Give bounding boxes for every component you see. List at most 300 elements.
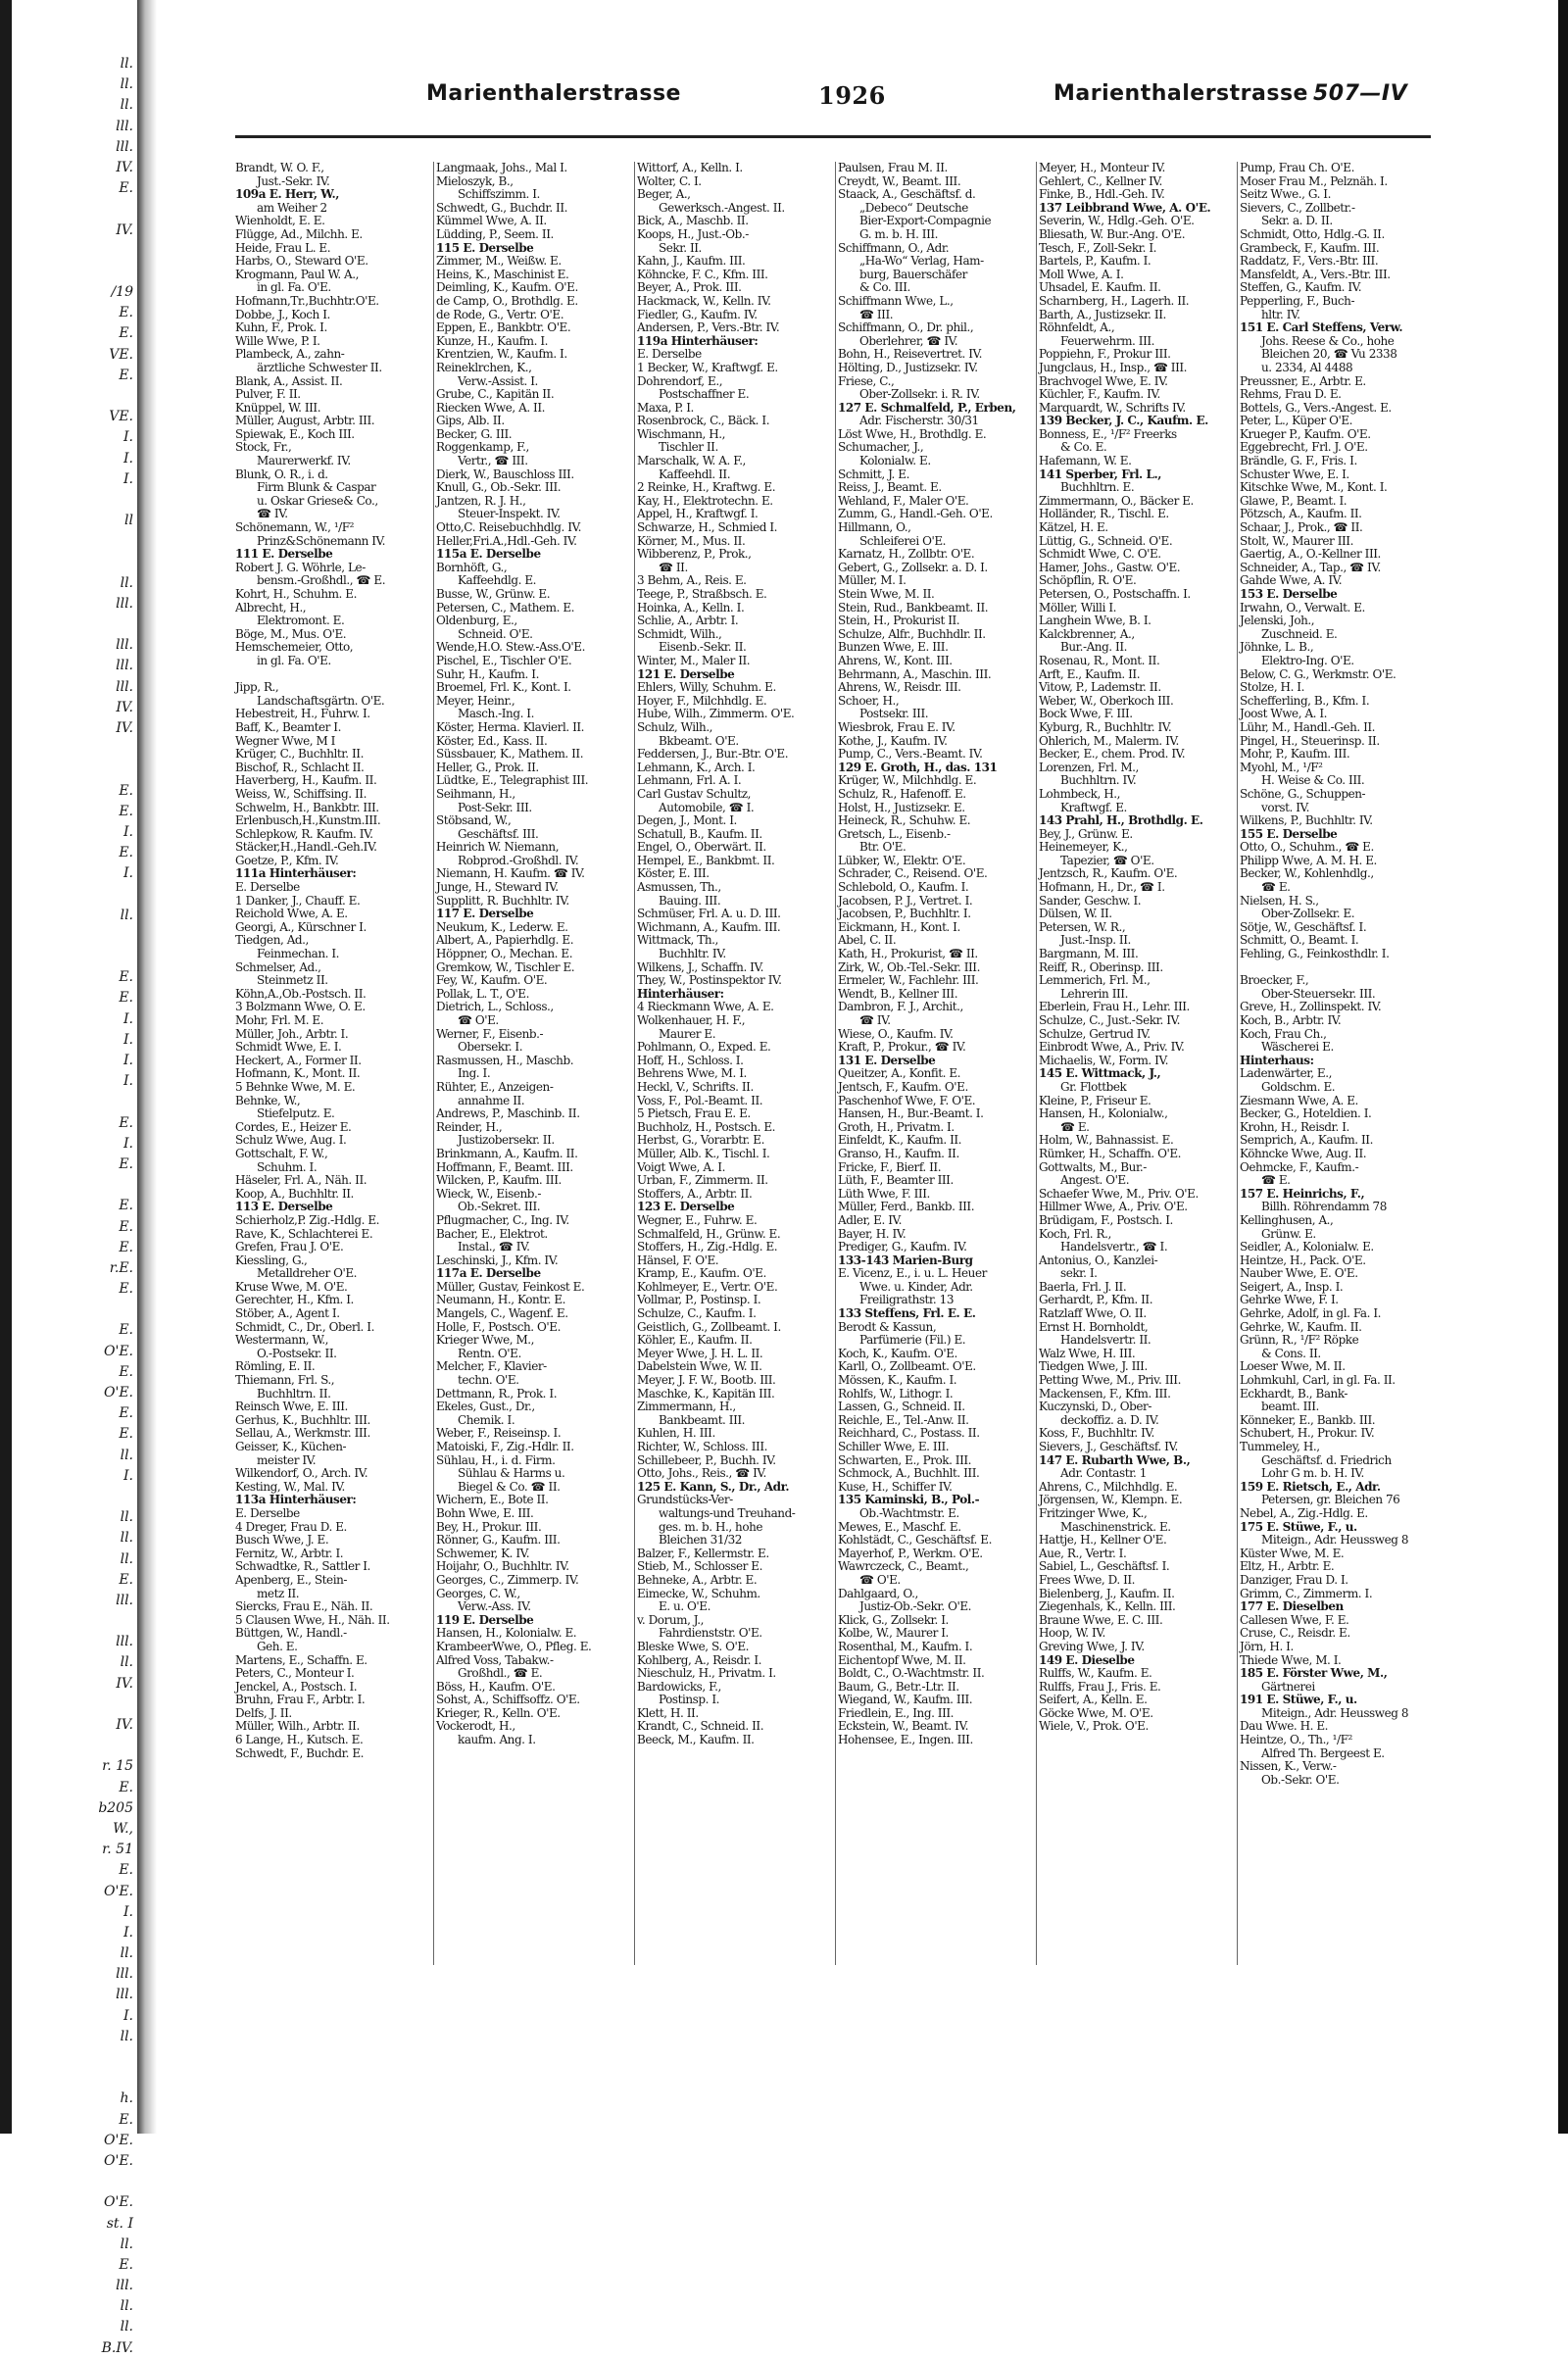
resident-entry: Wittorf, A., Kelln. I.: [637, 161, 743, 174]
prev-page-line: ll.: [120, 2298, 133, 2315]
resident-entry: Tiedgen Wwe, J. III.: [1039, 1359, 1148, 1374]
resident-entry: Spiewak, E., Koch III.: [235, 426, 355, 441]
resident-entry: Thiemann, Frl. S.,: [235, 1373, 335, 1388]
resident-entry: E. Vicenz, E., i. u. L. Heuer: [838, 1266, 987, 1281]
resident-entry: Wittmack, Th.,: [637, 933, 718, 948]
resident-entry: Ob.-Sekr. O'E.: [1261, 1772, 1340, 1787]
directory-column-2: [436, 162, 632, 1747]
resident-entry: Mangels, C., Wagenf. E.: [436, 1306, 568, 1321]
resident-entry: Krieger, R., Kelln. O'E.: [436, 1705, 561, 1720]
resident-entry: Sabiel, L., Geschäftsf. I.: [1039, 1559, 1170, 1574]
resident-entry: Schwarten, E., Prok. III.: [838, 1452, 972, 1467]
resident-entry: 4 Dreger, Frau D. E.: [235, 1519, 347, 1534]
resident-entry: Gerhardt, P., Kfm. II.: [1039, 1293, 1153, 1307]
resident-entry: Ratzlaff Wwe, O. II.: [1039, 1306, 1147, 1321]
prev-page-line: lll.: [116, 658, 133, 674]
house-number-entry: 147 E. Rubarth Wwe, B.,: [1039, 1452, 1191, 1467]
resident-entry: Otto, Johs., Reis., ☎ IV.: [637, 1466, 766, 1481]
resident-entry: Böss, H., Kaufm. O'E.: [436, 1679, 556, 1694]
resident-entry: Feddersen, J., Bur.-Btr. O'E.: [637, 747, 789, 762]
resident-entry: Tapezier, ☎ O'E.: [1060, 853, 1154, 867]
resident-entry: Paulsen, Frau M. II.: [838, 161, 948, 174]
resident-entry: Klick, G., Zollsekr. I.: [838, 1612, 949, 1627]
resident-entry: Ob.-Wachtmstr. E.: [859, 1505, 959, 1520]
resident-entry: Parfümerie (Fil.) E.: [859, 1333, 966, 1348]
resident-entry: Greving Wwe, J. IV.: [1039, 1639, 1145, 1653]
resident-entry: Friese, C.,: [838, 373, 895, 388]
resident-entry: Schiller Wwe, E. III.: [838, 1440, 950, 1453]
resident-entry: Wawrczeck, C., Beamt.,: [838, 1559, 969, 1574]
resident-entry: Schaefer Wwe, M., Priv. O'E.: [1039, 1186, 1199, 1201]
resident-entry: in gl. Fa. O'E.: [257, 280, 331, 295]
resident-entry: Grimm, C., Zimmerm. I.: [1240, 1586, 1373, 1600]
resident-entry: Sühlau & Harms u.: [458, 1466, 565, 1481]
resident-entry: Kohlberg, A., Reisdr. I.: [637, 1652, 761, 1667]
resident-entry: Matoiski, F., Zig.-Hdlr. II.: [436, 1440, 574, 1453]
resident-entry: Weber, W., Oberkoch III.: [1039, 693, 1174, 708]
resident-entry: Koop, A., Buchhltr. II.: [235, 1186, 354, 1201]
prev-page-line: ll.: [120, 1530, 133, 1547]
resident-entry: Handelsvertr. II.: [1060, 1333, 1152, 1348]
prev-page-line: ll.: [120, 1550, 133, 1567]
resident-entry: ☎ E.: [1261, 880, 1291, 895]
resident-entry: Bauing. III.: [659, 893, 721, 908]
resident-entry: Bock Wwe, F. III.: [1039, 707, 1133, 721]
resident-entry: Kramp, E., Kaufm. O'E.: [637, 1266, 766, 1281]
resident-entry: Köster, Herma. Klavierl. II.: [436, 719, 585, 734]
resident-entry: Becker, G., Hoteldien. I.: [1240, 1106, 1372, 1121]
resident-entry: Schiffmann, O., Dr. phil.,: [838, 320, 974, 335]
resident-entry: 3 Behm, A., Reis. E.: [637, 573, 747, 588]
prev-page-line: I.: [123, 1031, 133, 1048]
prev-page-line: lll.: [116, 1966, 133, 1983]
resident-entry: Bleske Wwe, S. O'E.: [637, 1639, 750, 1653]
resident-entry: ☎ O'E.: [859, 1572, 901, 1587]
resident-entry: Langhein Wwe, B. I.: [1039, 614, 1152, 628]
resident-entry: G. m. b. H. III.: [859, 226, 939, 241]
resident-entry: Georgi, A., Kürschner I.: [235, 919, 367, 934]
resident-entry: Höppner, O., Mechan. E.: [436, 947, 573, 961]
scan-right-edge: [1558, 0, 1568, 2134]
house-number-entry: 177 E. Dieselben: [1240, 1599, 1344, 1614]
prev-page-line: [12, 1611, 137, 1632]
column-separator: [835, 162, 836, 1965]
resident-entry: Büttgen, W., Handl.-: [235, 1626, 347, 1641]
resident-entry: Hube, Wilh., Zimmerm. O'E.: [637, 707, 795, 721]
resident-entry: & Co. III.: [859, 280, 910, 295]
resident-entry: Myohl, M., ¹/F²: [1240, 760, 1323, 774]
prev-page-line: r. 15: [102, 1758, 133, 1775]
resident-entry: Degen, J., Mont. I.: [637, 813, 737, 828]
resident-entry: Einfeldt, K., Kaufm. II.: [838, 1133, 962, 1148]
resident-entry: Sohst, A., Schiffsoffz. O'E.: [436, 1693, 580, 1707]
prev-page-line: B.IV.: [101, 2339, 133, 2356]
resident-entry: Schuhm. I.: [257, 1159, 318, 1174]
resident-entry: Moll Wwe, A. I.: [1039, 267, 1124, 281]
prev-page-line: E.: [119, 803, 133, 819]
resident-entry: Kuse, H., Schiffer IV.: [838, 1479, 953, 1494]
resident-entry: Joost Wwe, A. I.: [1240, 707, 1328, 721]
resident-entry: Johs. Reese & Co., hohe: [1261, 333, 1395, 348]
resident-entry: Peters, C., Monteur I.: [235, 1666, 355, 1681]
resident-entry: Marquardt, W., Schrifts IV.: [1039, 400, 1186, 415]
column-separator: [634, 162, 635, 1965]
resident-entry: Arft, E., Kaufm. II.: [1039, 666, 1141, 681]
resident-entry: Schiffszimm. I.: [458, 187, 540, 202]
resident-entry: Müller, Alb. K., Tischl. I.: [637, 1146, 770, 1160]
resident-entry: Maurerwerkf. IV.: [257, 454, 351, 468]
resident-entry: Vertr., ☎ III.: [458, 454, 528, 468]
resident-entry: Lüth Wwe, F. III.: [838, 1186, 930, 1201]
house-number-entry: 131 E. Derselbe: [838, 1053, 936, 1067]
resident-entry: Pump, C., Vers.-Beamt. IV.: [838, 747, 983, 762]
resident-entry: Suhr, H., Kaufm. I.: [436, 666, 539, 681]
resident-entry: Kath, H., Prokurist, ☎ II.: [838, 947, 978, 961]
resident-entry: Häseler, Frl. A., Näh. II.: [235, 1173, 368, 1188]
resident-entry: Küster Wwe, M. E.: [1240, 1546, 1345, 1560]
resident-entry: Ladenwärter, E.,: [1240, 1066, 1332, 1081]
resident-entry: Hofmann, K., Mont. II.: [235, 1066, 361, 1081]
prev-page-line: I.: [123, 1924, 133, 1941]
prev-page-line: [12, 1300, 137, 1320]
resident-entry: Weiss, W., Schiffsing. II.: [235, 786, 367, 801]
resident-entry: Schwarze, H., Schmied I.: [637, 520, 778, 535]
resident-entry: Broecker, F.,: [1240, 973, 1309, 988]
resident-entry: Dahlgaard, O.,: [838, 1586, 918, 1600]
resident-entry: Einbrodt Wwe, A., Priv. IV.: [1039, 1040, 1185, 1055]
resident-entry: Marschalk, W. A. F.,: [637, 454, 746, 468]
resident-entry: Schmidt Wwe, C. O'E.: [1039, 547, 1161, 562]
resident-entry: Balzer, F., Kellermstr. E.: [637, 1546, 769, 1560]
resident-entry: annahme II.: [458, 1093, 525, 1107]
resident-entry: Vockerodt, H.,: [436, 1719, 515, 1734]
resident-entry: Schönemann, W., ¹/F²: [235, 520, 355, 535]
resident-entry: ärztliche Schwester II.: [257, 360, 382, 374]
resident-entry: Nebel, A., Zig.-Hdlg. E.: [1240, 1505, 1368, 1520]
resident-entry: Sekr. II.: [659, 240, 702, 255]
resident-entry: Reiss, J., Beamt. E.: [838, 480, 942, 495]
resident-entry: Flügge, Ad., Milchh. E.: [235, 226, 363, 241]
resident-entry: Sühlau, H., i. d. Firm.: [436, 1452, 556, 1467]
resident-entry: Schatull, B., Kaufm. II.: [637, 826, 762, 841]
resident-entry: Knüppel, W. III.: [235, 400, 321, 415]
resident-entry: Preussner, E., Arbtr. E.: [1240, 373, 1366, 388]
resident-entry: Röhnfeldt, A.,: [1039, 320, 1115, 335]
resident-entry: Michaelis, W., Form. IV.: [1039, 1053, 1168, 1067]
resident-entry: Großhdl., ☎ E.: [458, 1666, 543, 1681]
resident-entry: Ing. I.: [458, 1066, 491, 1081]
resident-entry: Gottwalts, M., Bur.-: [1039, 1159, 1147, 1174]
prev-page-line: b205: [98, 1799, 133, 1816]
resident-entry: Petersen, C., Mathem. E.: [436, 600, 574, 614]
resident-entry: Kuhlen, H. III.: [637, 1426, 715, 1441]
resident-entry: Robert J. G. Wöhrle, Le-: [235, 560, 366, 574]
resident-entry: Karll, O., Zollbeamt. O'E.: [838, 1359, 976, 1374]
resident-entry: Prediger, G., Kaufm. IV.: [838, 1240, 967, 1254]
resident-entry: Krogmann, Paul W. A.,: [235, 267, 360, 281]
resident-entry: Koch, Frau Ch.,: [1240, 1026, 1327, 1041]
prev-page-line: I.: [123, 823, 133, 840]
directory-column-1: [235, 162, 431, 1760]
house-number-entry: 137 Leibbrand Wwe, A. O'E.: [1039, 200, 1211, 215]
resident-entry: Buchhltrn. II.: [257, 1386, 331, 1401]
resident-entry: Stein, Rud., Bankbeamt. II.: [838, 600, 989, 614]
directory-column-3: [637, 162, 833, 1747]
prev-page-line: E.: [119, 325, 133, 342]
resident-entry: Pischel, E., Tischler O'E.: [436, 653, 572, 667]
street-title-left: Marienthalerstrasse: [426, 81, 681, 106]
resident-entry: Robprod.-Großhdl. IV.: [458, 853, 579, 867]
resident-entry: Teege, P., Straßbsch. E.: [637, 587, 767, 601]
resident-entry: Gremkow, W., Tischler E.: [436, 959, 575, 974]
resident-entry: Bey, H., Prokur. III.: [436, 1519, 542, 1534]
resident-entry: Steuer-Inspekt. IV.: [458, 507, 561, 521]
resident-entry: de Rode, G., Vertr. O'E.: [436, 307, 564, 321]
resident-entry: Kahn, J., Kaufm. III.: [637, 254, 746, 269]
resident-entry: ☎ IV.: [257, 507, 288, 521]
resident-entry: Adler, E. IV.: [838, 1212, 902, 1227]
resident-entry: waltungs-und Treuhand-: [659, 1505, 796, 1520]
resident-entry: Kolbe, W., Maurer I.: [838, 1626, 949, 1641]
resident-entry: Meyer, H., Monteur IV.: [1039, 161, 1165, 174]
resident-entry: Albrecht, H.,: [235, 600, 307, 614]
prev-page-line: lll.: [116, 1987, 133, 2003]
resident-entry: Loeser Wwe, M. II.: [1240, 1359, 1346, 1374]
resident-entry: Abel, C. II.: [838, 933, 897, 948]
resident-entry: Schmitt, J. E.: [838, 467, 909, 481]
resident-entry: Andersen, P., Vers.-Btr. IV.: [637, 320, 780, 335]
resident-entry: Petersen, W. R.,: [1039, 919, 1126, 934]
column-separator: [1237, 162, 1238, 1965]
resident-entry: Appel, H., Kraftwgf. I.: [637, 507, 759, 521]
prev-page-line: [12, 926, 137, 947]
prev-page-line: [12, 1487, 137, 1507]
resident-entry: Eppen, E., Bankbtr. O'E.: [436, 320, 571, 335]
resident-entry: Wiesbrok, Frau E. IV.: [838, 719, 956, 734]
resident-entry: Bier-Export-Compagnie: [859, 214, 992, 228]
prev-page-line: [12, 241, 137, 262]
prev-page-line: I.: [123, 2007, 133, 2024]
prev-page-line: IV.: [116, 221, 133, 238]
resident-entry: Siercks, Frau E., Näh. II.: [235, 1599, 373, 1614]
resident-entry: Schwadtke, R., Sattler I.: [235, 1559, 370, 1574]
resident-entry: Kraft, P., Prokur., ☎ IV.: [838, 1040, 966, 1055]
resident-entry: Krentzien, W., Kaufm. I.: [436, 347, 567, 362]
resident-entry: Jantzen, R. J. H.,: [436, 493, 526, 508]
resident-entry: Köhler, E., Kaufm. II.: [637, 1333, 753, 1348]
resident-entry: Stäcker,H.,Handl.-Geh.IV.: [235, 840, 377, 855]
prev-page-line: ll.: [120, 1945, 133, 1962]
resident-entry: Schwedt, G., Buchdr. II.: [436, 200, 567, 215]
house-number-entry: 117a E. Derselbe: [436, 1266, 541, 1281]
resident-entry: Tiedgen, Ad.,: [235, 933, 309, 948]
resident-entry: Jentzsch, R., Kaufm. O'E.: [1039, 866, 1178, 881]
resident-entry: Grünw. E.: [1261, 1226, 1316, 1241]
resident-entry: Grundstücks-Ver-: [637, 1493, 733, 1507]
resident-entry: Finke, B., Hdl.-Geh. IV.: [1039, 187, 1165, 202]
prev-page-line: ll.: [120, 2319, 133, 2335]
resident-entry: Schumacher, J.,: [838, 440, 924, 455]
resident-entry: Gewerksch.-Angest. II.: [659, 200, 785, 215]
house-number-entry: 151 E. Carl Steffens, Verw.: [1240, 320, 1403, 335]
resident-entry: Irwahn, O., Verwalt. E.: [1240, 600, 1365, 614]
resident-entry: Schmidt, C., Dr., Oberl. I.: [235, 1319, 374, 1334]
resident-entry: Jentsch, F., Kaufm. O'E.: [838, 1079, 968, 1094]
prev-page-line: ll.: [120, 574, 133, 591]
resident-entry: Postsekr. III.: [859, 707, 929, 721]
resident-entry: Rave, K., Schlachterei E.: [235, 1226, 373, 1241]
resident-entry: Semprich, A., Kaufm. II.: [1240, 1133, 1373, 1148]
resident-entry: Kruse Wwe, M. O'E.: [235, 1279, 348, 1294]
resident-entry: Below, C. G., Werkmstr. O'E.: [1240, 666, 1396, 681]
house-number-entry: 121 E. Derselbe: [637, 666, 735, 681]
resident-entry: Lüdding, P., Seem. II.: [436, 226, 554, 241]
prev-page-line: IV.: [116, 720, 133, 736]
resident-entry: Ehlers, Willy, Schuhm. E.: [637, 680, 776, 695]
resident-entry: ☎ II.: [659, 560, 688, 574]
resident-entry: Richter, W., Schloss. III.: [637, 1440, 767, 1453]
resident-entry: Wende,H.O. Stew.-Ass.O'E.: [436, 640, 585, 655]
resident-entry: Gerechter, H., Kfm. I.: [235, 1293, 354, 1307]
resident-entry: ges. m. b. H., hohe: [659, 1519, 763, 1534]
house-number-entry: 157 E. Heinrichs, F.,: [1240, 1186, 1365, 1201]
resident-entry: Sötje, W., Geschäftsf. I.: [1240, 919, 1367, 934]
resident-entry: Aue, R., Vertr. I.: [1039, 1546, 1127, 1560]
resident-entry: Lüdtke, E., Telegraphist III.: [436, 773, 589, 788]
resident-entry: Körner, M., Mus. II.: [637, 533, 746, 548]
resident-entry: Wäscherei E.: [1261, 1040, 1334, 1055]
resident-entry: Billh. Röhrendamm 78: [1261, 1200, 1387, 1214]
resident-entry: Andrews, P., Maschinb. II.: [436, 1106, 580, 1121]
resident-entry: Bey, J., Grünw. E.: [1039, 826, 1133, 841]
resident-entry: Hamer, Johs., Gastw. O'E.: [1039, 560, 1181, 574]
resident-entry: Wilkens, J., Schaffn. IV.: [637, 959, 763, 974]
prev-page-line: I.: [123, 450, 133, 467]
resident-entry: burg, Bauerschäfer: [859, 267, 967, 281]
resident-entry: Schulz, R., Hafenoff. E.: [838, 786, 966, 801]
resident-entry: Köhncke Wwe, Aug. II.: [1240, 1146, 1367, 1160]
resident-entry: Severin, W., Hdlg.-Geh. O'E.: [1039, 214, 1195, 228]
resident-entry: Müller, Wilh., Arbtr. II.: [235, 1719, 360, 1734]
resident-entry: Lassen, G., Schneid. II.: [838, 1400, 965, 1414]
resident-entry: Eisenb.-Sekr. II.: [659, 640, 747, 655]
resident-entry: Göcke Wwe, M. O'E.: [1039, 1705, 1153, 1720]
house-number-entry: 133 Steffens, Frl. E. E.: [838, 1306, 976, 1321]
prev-page-line: I.: [123, 1903, 133, 1920]
resident-entry: Tummeley, H.,: [1240, 1440, 1320, 1453]
house-number-entry: 185 E. Förster Wwe, M.,: [1240, 1666, 1388, 1681]
resident-entry: Stoffers, A., Arbtr. II.: [637, 1186, 753, 1201]
resident-entry: Goetze, P., Kfm. IV.: [235, 853, 339, 867]
resident-entry: They, W., Postinspektor IV.: [637, 973, 782, 988]
resident-entry: Wichern, E., Bote II.: [436, 1493, 549, 1507]
resident-entry: Wolkenhauer, H. F.,: [637, 1013, 746, 1027]
resident-entry: Böge, M., Mus. O'E.: [235, 626, 347, 641]
resident-entry: Wiese, O., Kaufm. IV.: [838, 1026, 954, 1041]
prev-page-line: E.: [119, 1862, 133, 1879]
resident-entry: Oldenburg, E.,: [436, 614, 517, 628]
resident-entry: Heintze, O., Th., ¹/F²: [1240, 1733, 1352, 1747]
resident-entry: techn. O'E.: [458, 1373, 519, 1388]
resident-entry: u. 2334, Al 4488: [1261, 360, 1353, 374]
resident-entry: Herbst, G., Vorarbtr. E.: [637, 1133, 764, 1148]
resident-entry: Pump, Frau Ch. O'E.: [1240, 161, 1354, 174]
resident-entry: Krandt, C., Schneid. II.: [637, 1719, 764, 1734]
resident-entry: Reichold Wwe, A. E.: [235, 907, 348, 921]
resident-entry: Köster, Ed., Kass. II.: [436, 733, 548, 748]
resident-entry: Bonness, E., ¹/F² Freerks: [1039, 426, 1177, 441]
resident-entry: Römling, E. II.: [235, 1359, 316, 1374]
resident-entry: Eimecke, W., Schuhm.: [637, 1586, 760, 1600]
resident-entry: Beyer, A., Prok. III.: [637, 280, 742, 295]
resident-entry: Meyer Wwe, J. H. L. II.: [637, 1346, 763, 1360]
house-number-entry: 117 E. Derselbe: [436, 907, 534, 921]
resident-entry: Vollmar, P., Postinsp. I.: [637, 1293, 761, 1307]
resident-entry: Bankbeamt. III.: [659, 1412, 746, 1427]
resident-entry: Bleichen 20, ☎ Vu 2338: [1261, 347, 1397, 362]
prev-page-line: E.: [119, 2111, 133, 2128]
resident-entry: Becker, G. III.: [436, 426, 513, 441]
resident-entry: Westermann, W.,: [235, 1333, 329, 1348]
house-number-entry: 111a Hinterhäuser:: [235, 866, 357, 881]
resident-entry: Koch, B., Arbtr. IV.: [1240, 1013, 1342, 1027]
prev-page-line: [12, 199, 137, 220]
resident-entry: Fricke, F., Bierf. II.: [838, 1159, 942, 1174]
resident-entry: Bacher, E., Elektrot.: [436, 1226, 548, 1241]
prev-page-line: [12, 1736, 137, 1756]
resident-entry: Sellau, A., Werkmstr. III.: [235, 1426, 370, 1441]
house-number-entry: 191 E. Stüwe, F., u.: [1240, 1693, 1357, 1707]
resident-entry: Hohensee, E., Ingen. III.: [838, 1733, 973, 1747]
house-number-entry: 143 Prahl, H., Brothdlg. E.: [1039, 813, 1203, 828]
house-number-entry: 109a E. Herr, W.,: [235, 187, 339, 202]
resident-entry: Sievers, C., Zollbetr.-: [1240, 200, 1355, 215]
resident-entry: Wehland, F., Maler O'E.: [838, 493, 969, 508]
resident-entry: Schlie, A., Arbtr. I.: [637, 614, 739, 628]
resident-entry: Bick, A., Maschb. II.: [637, 214, 749, 228]
prev-page-line: [12, 386, 137, 407]
resident-entry: Erlenbusch,H.,Kunstm.III.: [235, 813, 381, 828]
resident-entry: Rentn. O'E.: [458, 1346, 521, 1360]
resident-entry: Busch Wwe, J. E.: [235, 1533, 329, 1548]
resident-entry: Grefen, Frau J. O'E.: [235, 1240, 344, 1254]
resident-entry: Alfred Voss, Tabakw.-: [436, 1652, 554, 1667]
resident-entry: Rönner, G., Kaufm. III.: [436, 1533, 561, 1548]
resident-entry: Gretsch, L., Eisenb.-: [838, 826, 951, 841]
resident-entry: Postschaffner E.: [659, 387, 750, 402]
resident-entry: Masch.-Ing. I.: [458, 707, 534, 721]
resident-entry: Ober-Steuersekr. III.: [1261, 986, 1376, 1001]
resident-entry: Stiefelputz. E.: [257, 1106, 335, 1121]
resident-entry: Wibberenz, P., Prok.,: [637, 547, 752, 562]
resident-entry: [1240, 961, 1431, 975]
resident-entry: Schmock, A., Buchhlt. III.: [838, 1466, 980, 1481]
resident-entry: hltr. IV.: [1261, 307, 1300, 321]
resident-entry: Ahrens, W., Reisdr. III.: [838, 680, 961, 695]
resident-entry: Queitzer, A., Konfit. E.: [838, 1066, 961, 1081]
resident-entry: Justizobersekr. II.: [458, 1133, 555, 1148]
resident-entry: Gehrke, Adolf, in gl. Fa. I.: [1240, 1306, 1381, 1321]
resident-entry: Krueger P., Kaufm. O'E.: [1240, 426, 1371, 441]
resident-entry: v. Dorum, J.,: [637, 1612, 704, 1627]
resident-entry: Stein, H., Prokurist II.: [838, 614, 960, 628]
resident-entry: Lohmkuhl, Carl, in gl. Fa. II.: [1240, 1373, 1396, 1388]
resident-entry: Pohlmann, O., Exped. E.: [637, 1040, 771, 1055]
resident-entry: Ahrens, W., Kont. III.: [838, 653, 953, 667]
resident-entry: Schleiferei O'E.: [859, 533, 946, 548]
scan-edge: [0, 0, 12, 2134]
resident-entry: Jenckel, A., Postsch. I.: [235, 1679, 358, 1694]
